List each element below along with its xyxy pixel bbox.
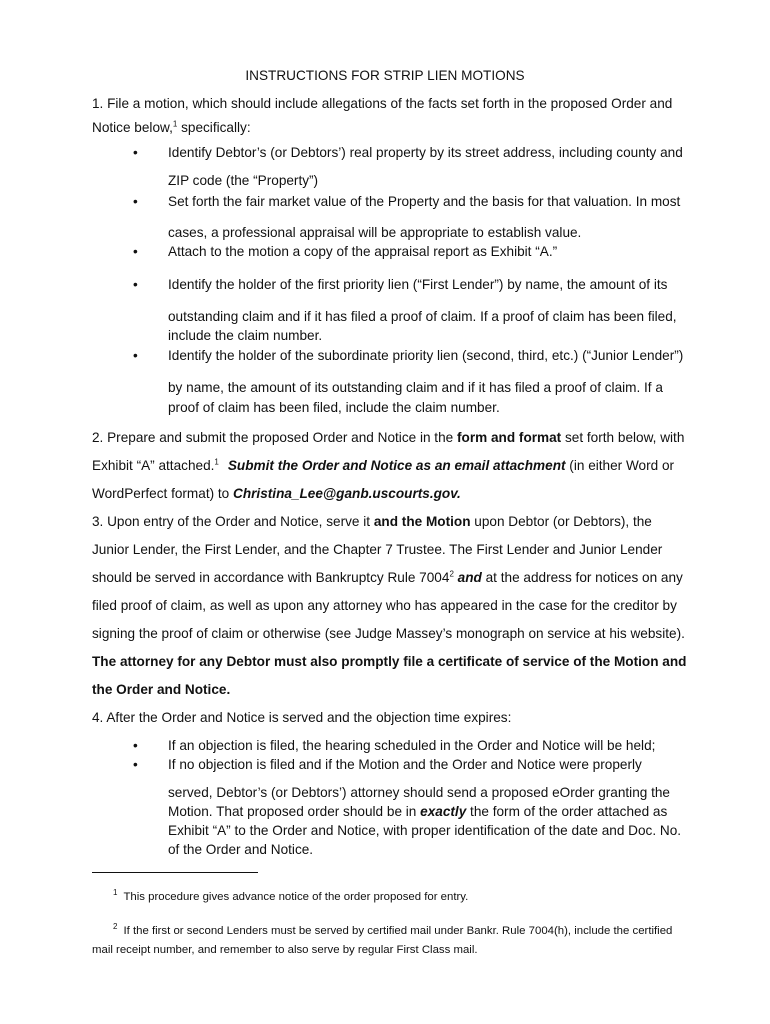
section-3-line-5: signing the proof of claim or otherwise (see Judge Massey’s monograph on service at his website). xyxy=(92,626,685,641)
footnote-ref-1: 1 xyxy=(172,119,178,129)
footnote-2-line-1: $^2$ If the first or second Lenders must be served by certified mail under Bankr. Rule 7004(h), include the certified xyxy=(113,922,673,937)
section-4-line-1: 4. After the Order and Notice is served and the objection time expires: xyxy=(92,710,512,725)
bullet-2-line-1: Set forth the fair market value of the Property and the basis for that valuation. In most xyxy=(168,194,681,209)
bullet-glyph: • xyxy=(133,738,138,753)
bullet-5-line-3: proof of claim has been filed, include the claim number. xyxy=(168,400,500,415)
section-4-bullet-2-line-2: served, Debtor’s (or Debtors’) attorney should send a proposed eOrder granting the xyxy=(168,785,670,800)
section-4-bullet-2-line-1: If no objection is filed and if the Motion and the Order and Notice were properly xyxy=(168,757,642,772)
page-title: INSTRUCTIONS FOR STRIP LIEN MOTIONS xyxy=(245,68,525,83)
bullet-2-line-2: cases, a professional appraisal will be appropriate to establish value. xyxy=(168,225,582,240)
section-2-line-1: 2. Prepare and submit the proposed Order and Notice in the form and format set forth below, with xyxy=(92,430,685,445)
section-1-line-2: Notice below,$^1$ specifically: xyxy=(92,119,251,135)
footnote-separator xyxy=(92,872,258,873)
bullet-glyph: • xyxy=(133,244,138,259)
bullet-1-line-1: Identify Debtor’s (or Debtors’) real property by its street address, including county and xyxy=(168,145,683,160)
footnote-ref-2: 2 xyxy=(449,569,454,579)
email-link[interactable]: Christina_Lee@ganb.uscourts.gov. xyxy=(233,486,461,501)
bullet-3-line-1: Attach to the motion a copy of the appraisal report as Exhibit “A.” xyxy=(168,244,558,259)
bullet-glyph: • xyxy=(133,277,138,292)
section-4-bullet-1: If an objection is filed, the hearing scheduled in the Order and Notice will be held; xyxy=(168,738,656,753)
footnote-ref-1: 1 xyxy=(214,457,219,467)
footnote-1: $^1$ This procedure gives advance notice of the order proposed for entry. xyxy=(113,888,469,903)
bullet-4-line-2: outstanding claim and if it has filed a proof of claim. If a proof of claim has been filed, xyxy=(168,309,677,324)
section-3-line-4: filed proof of claim, as well as upon any attorney who has appeared in the case for the creditor by xyxy=(92,598,677,613)
section-4-bullet-2-line-4: Exhibit “A” to the Order and Notice, with proper identification of the date and Doc. No. xyxy=(168,823,682,838)
section-1-line-1: 1. File a motion, which should include allegations of the facts set forth in the proposed Order and xyxy=(92,96,673,111)
bullet-5-line-2: by name, the amount of its outstanding claim and if it has filed a proof of claim. If a xyxy=(168,380,663,395)
bullet-glyph: • xyxy=(133,757,138,772)
section-3-line-3: should be served in accordance with Bankruptcy Rule 7004$^2$ and at the address for notices on any xyxy=(92,569,683,585)
bullet-glyph: • xyxy=(133,194,138,209)
bullet-1-line-2: ZIP code (the “Property”) xyxy=(168,173,319,188)
bullet-4-line-3: include the claim number. xyxy=(168,328,323,343)
section-3-line-2: Junior Lender, the First Lender, and the Chapter 7 Trustee. The First Lender and Junior Lender xyxy=(92,542,663,557)
section-3-line-7: the Order and Notice. xyxy=(92,682,231,697)
section-2-line-3: WordPerfect format) to Christina_Lee@ganb.uscourts.gov. xyxy=(92,486,461,501)
section-4-bullet-2-line-3: Motion. That proposed order should be in exactly the form of the order attached as xyxy=(168,804,668,819)
bullet-4-line-1: Identify the holder of the first priority lien (“First Lender”) by name, the amount of its xyxy=(168,277,668,292)
bullet-5-line-1: Identify the holder of the subordinate priority lien (second, third, etc.) (“Junior Lender”) xyxy=(168,348,684,363)
section-3-line-1: 3. Upon entry of the Order and Notice, serve it and the Motion upon Debtor (or Debtors), the xyxy=(92,514,652,529)
bullet-glyph: • xyxy=(133,348,138,363)
bullet-glyph: • xyxy=(133,145,138,160)
section-3-line-6: The attorney for any Debtor must also promptly file a certificate of service of the Motion and xyxy=(92,654,687,669)
section-2-line-2: Exhibit “A” attached.$^1$ Submit the Order and Notice as an email attachment (in either Word or xyxy=(92,457,675,473)
section-4-bullet-2-line-5: of the Order and Notice. xyxy=(168,842,314,857)
footnote-2-line-2: mail receipt number, and remember to also serve by regular First Class mail. xyxy=(92,944,478,956)
